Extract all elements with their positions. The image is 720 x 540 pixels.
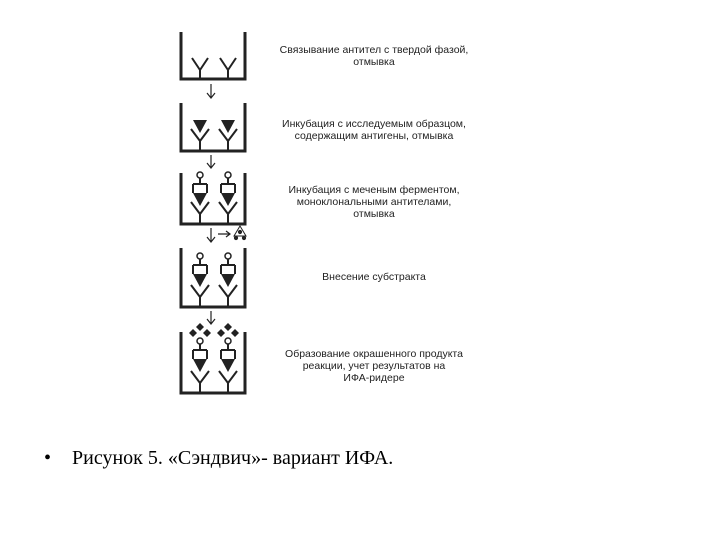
well-step-2 [181,103,245,151]
enzyme-label [197,338,231,344]
antigen [193,120,235,133]
microplate-well [181,103,245,151]
capture-antibody [191,285,237,307]
well-step-1 [181,32,245,79]
microplate-well [181,248,245,307]
antigen [193,193,235,206]
detection-antibody [193,259,235,274]
step-3-label: Инкубация с меченым ферментом, моноклональными антителами, отмывка [288,184,460,220]
capture-antibody [192,58,236,79]
enzyme-label [197,253,231,259]
detection-antibody [193,178,235,193]
capture-antibody [191,371,237,393]
enzyme-label [197,172,231,178]
step-1-label: Связывание антител с твердой фазой, отмывка [279,44,469,68]
antigen [193,274,235,287]
arrow-step-3 [207,228,230,242]
well-step-4 [181,248,245,307]
substrate-icon [234,226,246,240]
well-step-5 [181,323,245,393]
bullet: • [44,447,52,469]
colored-product [189,323,239,337]
arrow-step-4 [207,311,215,324]
caption-text: Рисунок 5. «Сэндвич»- вариант ИФА. [72,447,394,469]
detection-antibody [193,344,235,359]
arrow-step-1 [207,84,215,98]
well-step-3 [181,172,245,224]
step-5-label: Образование окрашенного продукта реакции, учет результатов на ИФА-ридере [285,348,463,384]
microplate-well [181,32,245,79]
capture-antibody [191,202,237,224]
arrow-step-2 [207,155,215,168]
microplate-well [181,332,245,393]
step-4-label: Внесение субстракта [322,271,426,283]
microplate-well [181,173,245,224]
capture-antibody [191,129,237,151]
figure-caption [44,447,393,470]
step-2-label: Инкубация с исследуемым образцом, содержащим антигены, отмывка [282,118,466,142]
antigen [193,359,235,372]
